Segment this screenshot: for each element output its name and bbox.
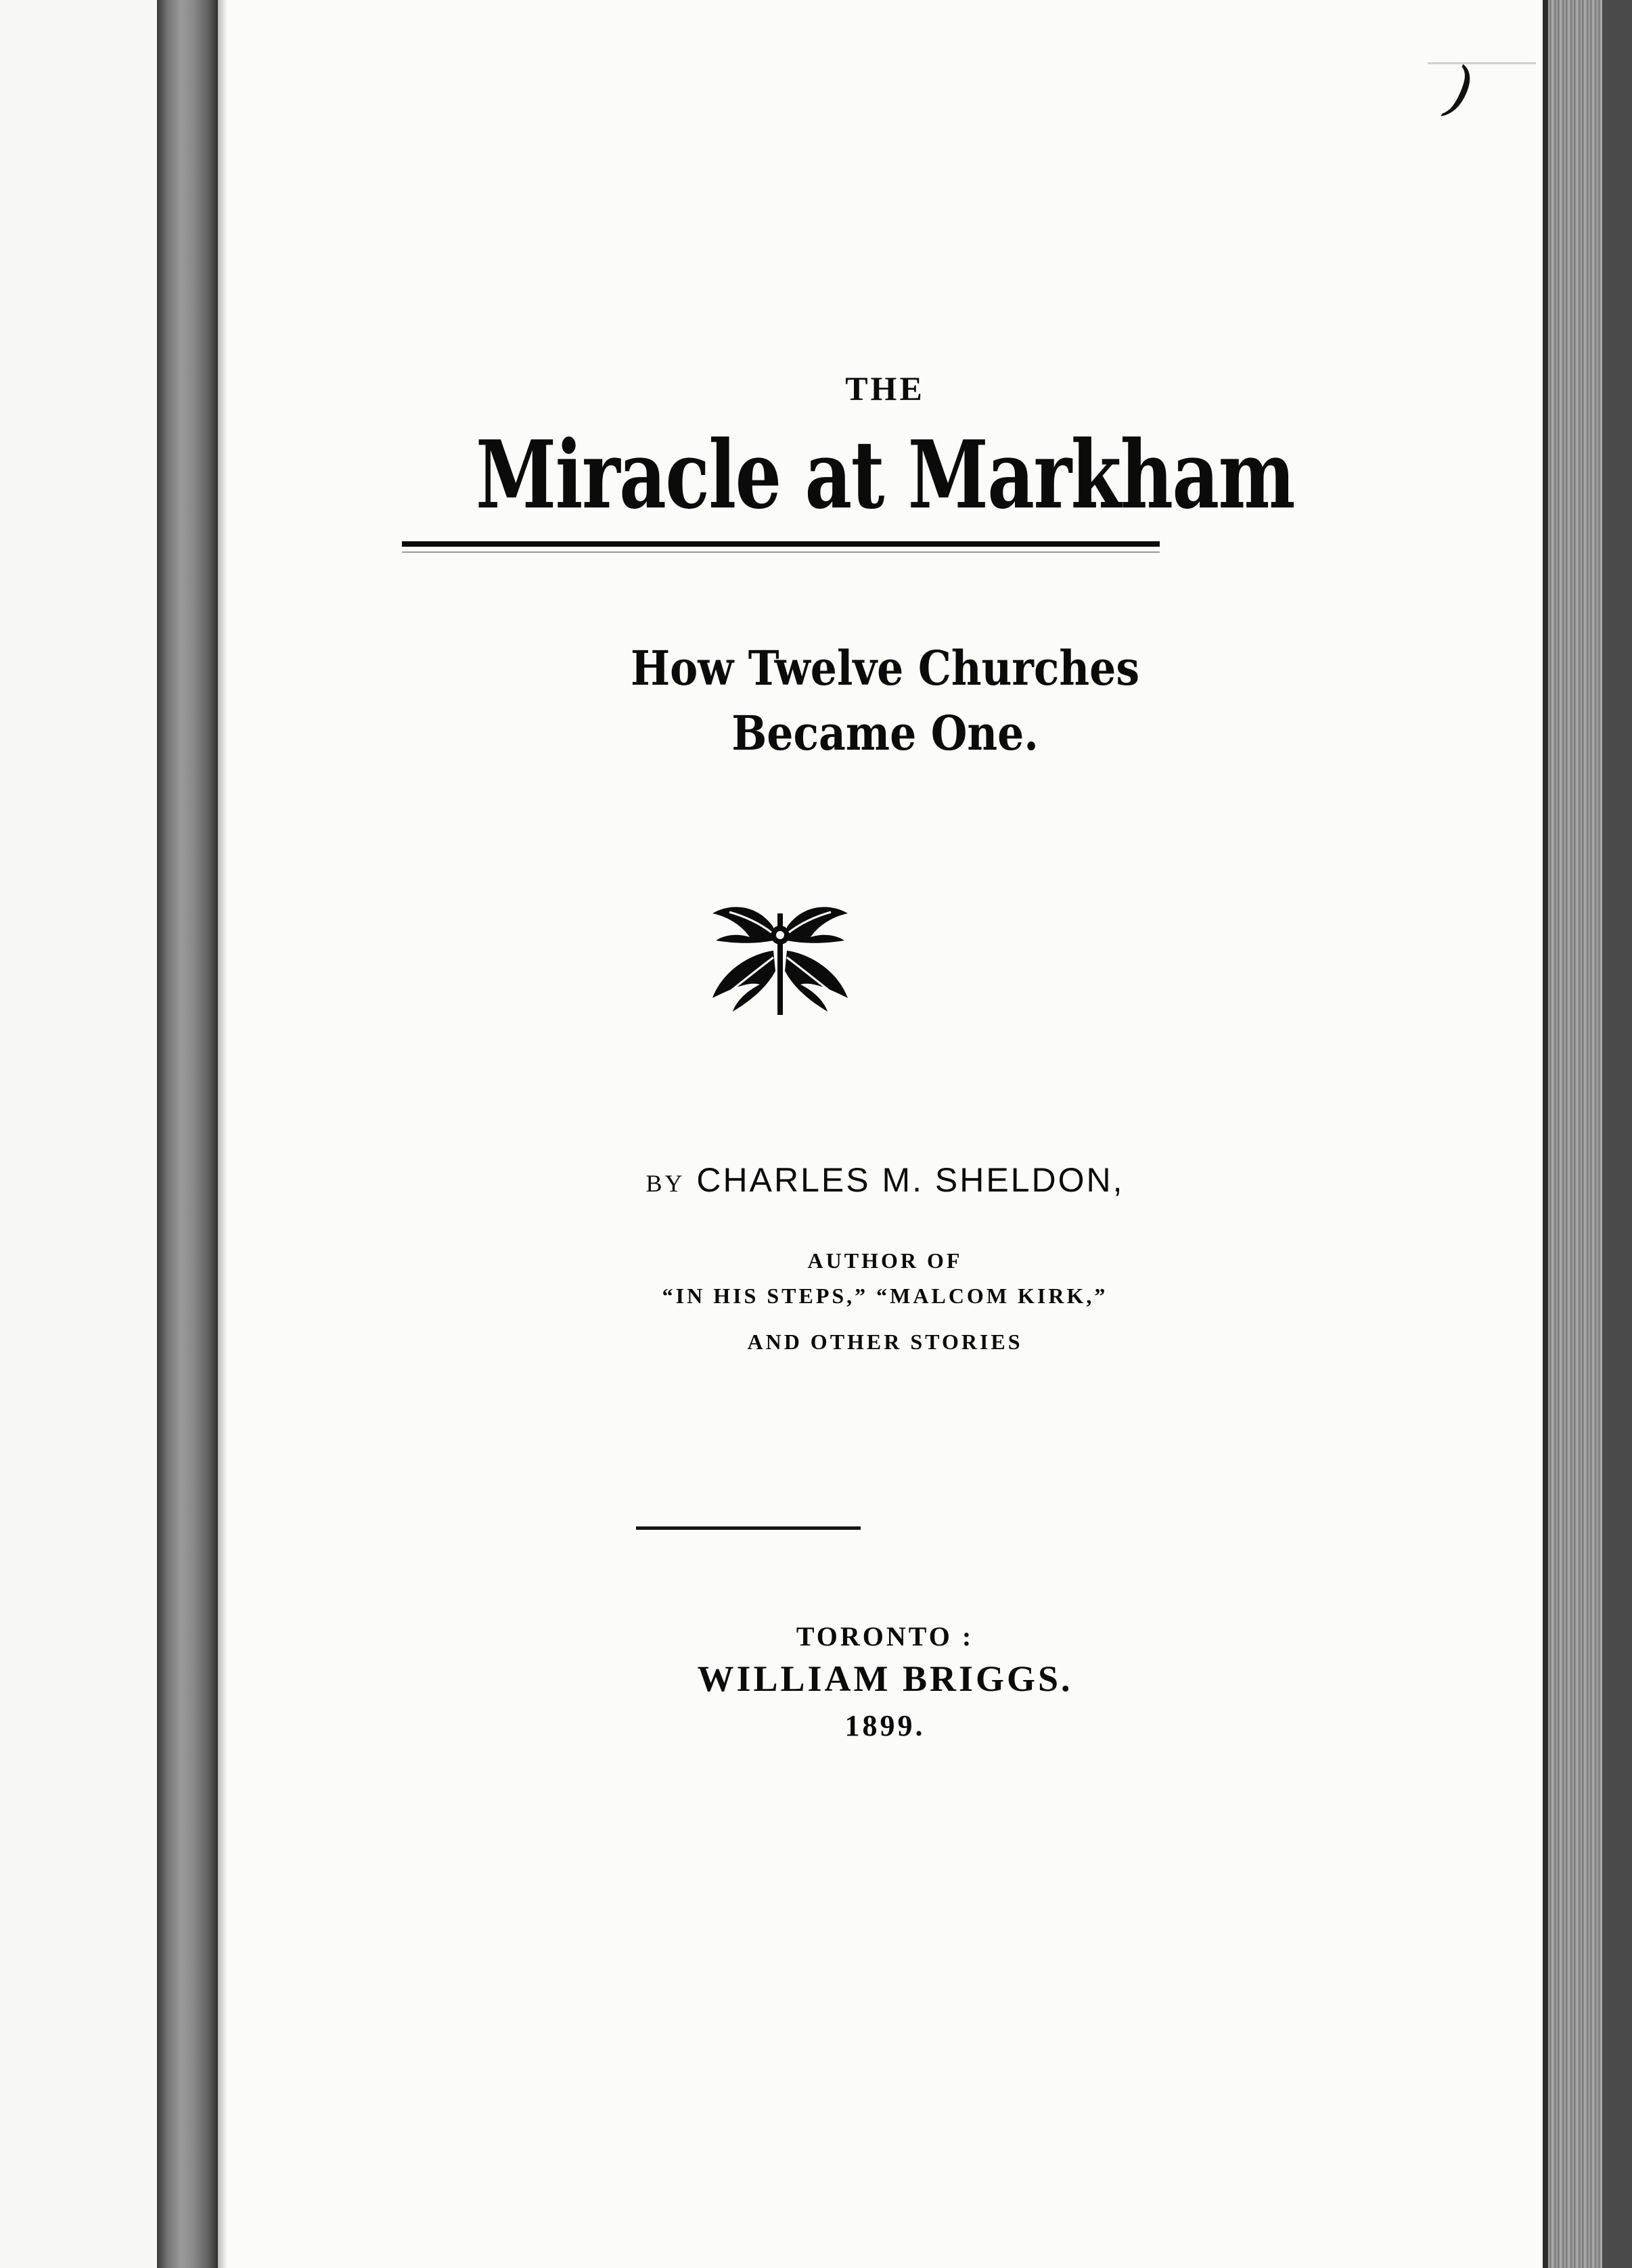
page-edge-outer [1602, 0, 1632, 2268]
book-gutter [157, 0, 218, 2268]
author-name: CHARLES M. SHELDON, [696, 1161, 1125, 1199]
facing-page-edge [0, 0, 157, 2268]
publication-year: 1899. [844, 1709, 926, 1742]
author-of: AUTHOR OF [807, 1248, 963, 1273]
title-rule [402, 541, 1160, 547]
book-title: Miracle at Markham [476, 419, 1294, 530]
byline [227, 1160, 1543, 1200]
gutter-shadow [218, 0, 227, 2268]
title-page-content [227, 0, 1543, 2268]
imprint-rule [636, 1526, 861, 1530]
other-works: “IN HIS STEPS,” “MALCOM KIRK,” [662, 1284, 1108, 1308]
byline-by: BY [645, 1170, 685, 1197]
subtitle [307, 636, 1464, 766]
margin-mark: ) [1441, 52, 1479, 127]
subtitle-line-1: How Twelve Churches [630, 640, 1140, 696]
page-edge-line [1543, 0, 1548, 2268]
and-other-stories: AND OTHER STORIES [747, 1330, 1023, 1354]
publication-place: TORONTO : [796, 1621, 974, 1652]
subtitle-line-2: Became One. [731, 705, 1039, 761]
title-article: THE [845, 369, 925, 407]
publisher: WILLIAM BRIGGS. [697, 1658, 1073, 1699]
title-rule-shadow [402, 551, 1160, 553]
floral-ornament-icon [709, 900, 851, 1015]
